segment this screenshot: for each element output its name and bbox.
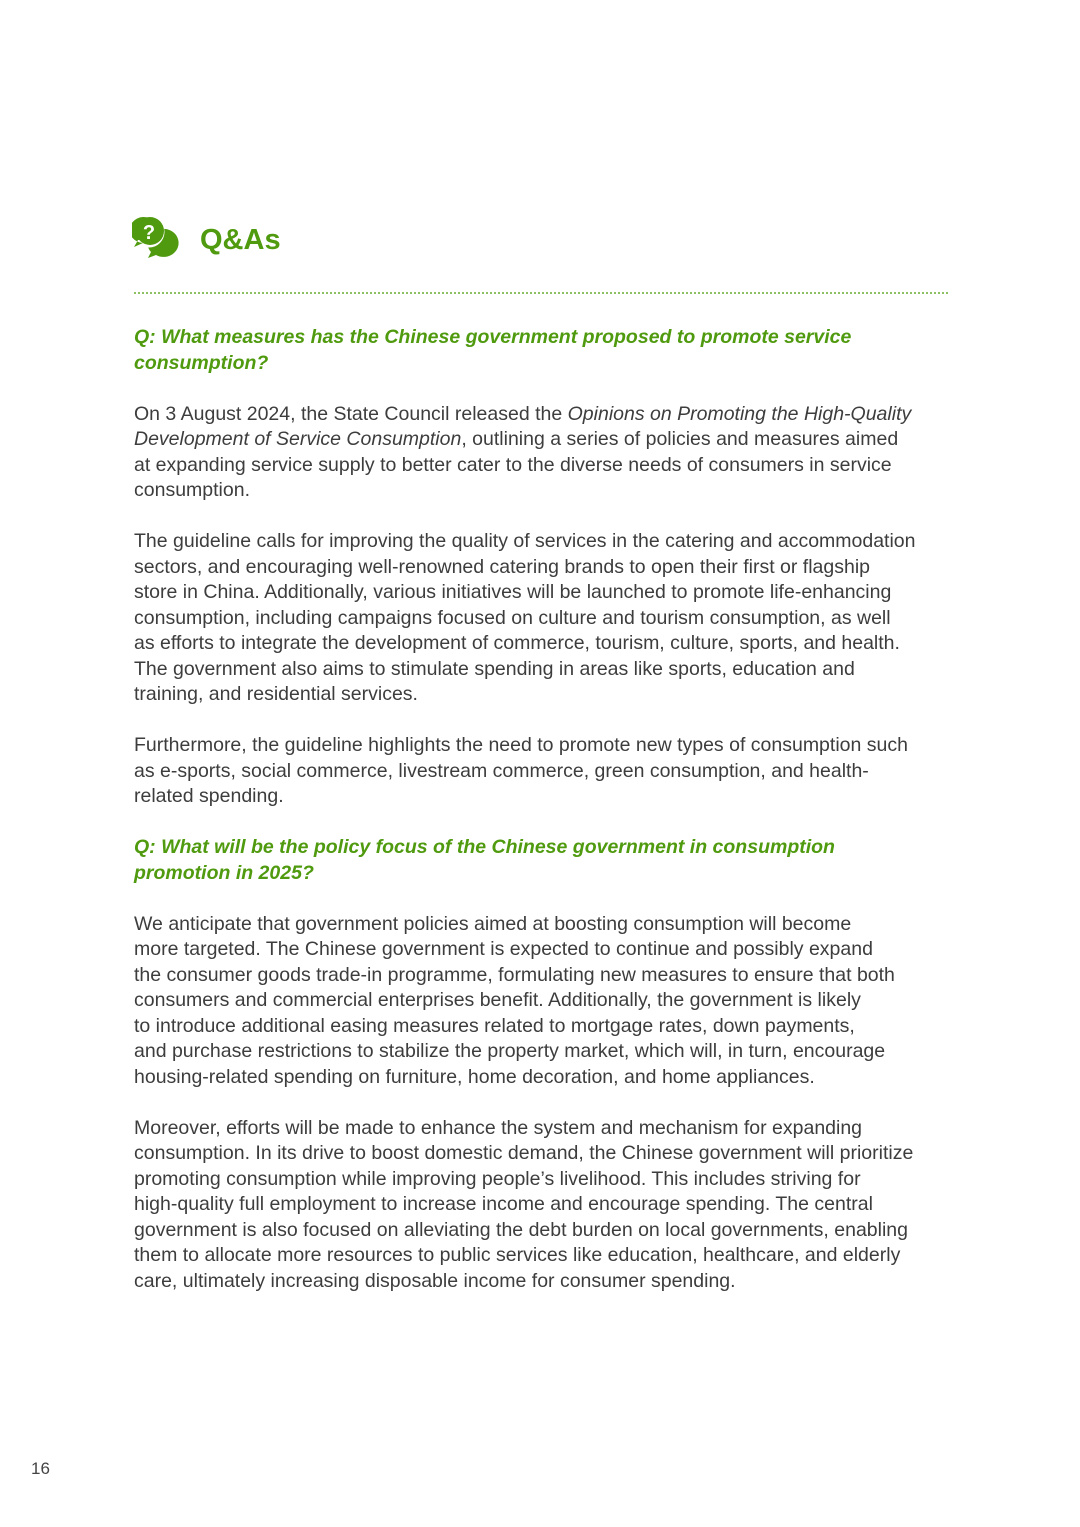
page-title: Q&As [200, 223, 281, 256]
text-line: Q: What will be the policy focus of the Chinese government in consumption [134, 836, 835, 858]
text-line [134, 402, 964, 428]
text-line: at expanding service supply to better cater to the diverse needs of consumers in service [134, 453, 892, 476]
question-heading [134, 325, 964, 376]
svg-text:?: ? [142, 222, 156, 244]
text-line: care, ultimately increasing disposable income for consumer spending. [134, 1269, 736, 1292]
text-line: housing-related spending on furniture, home decoration, and home appliances. [134, 1065, 815, 1088]
text-line: sectors, and encouraging well-renowned catering brands to open their first or flagship [134, 555, 871, 578]
text-line: Q: What measures has the Chinese government proposed to promote service [134, 326, 852, 348]
text-line: training, and residential services. [134, 683, 418, 705]
text-line: consumption, including campaigns focused on culture and tourism consumption, as well [134, 606, 891, 629]
page-number: 16 [31, 1459, 50, 1478]
answer-paragraph [134, 1116, 964, 1295]
text-line: more targeted. The Chinese government is expected to continue and possibly expand [134, 938, 873, 960]
section-header [132, 215, 281, 259]
answer-paragraph [134, 529, 964, 708]
text-line: consumers and commercial enterprises benefit. Additionally, the government is likely [134, 989, 861, 1011]
question-heading [134, 835, 964, 886]
text-segment: , outlining a series of policies and measures aimed [461, 428, 899, 450]
text-line: store in China. Additionally, various initiatives will be launched to promote life-enhancing [134, 581, 892, 603]
text-line: to introduce additional easing measures related to mortgage rates, down payments, [134, 1014, 855, 1037]
answer-paragraph [134, 912, 964, 1091]
text-line: consumption. [134, 479, 250, 501]
text-line: government is also focused on alleviating the debt burden on local governments, enabling [134, 1218, 909, 1241]
answer-paragraph [134, 733, 964, 810]
text-line [134, 427, 964, 453]
text-line: as e-sports, social commerce, livestream commerce, green consumption, and health- [134, 759, 869, 782]
publication-title: Development of Service Consumption [134, 428, 462, 450]
text-line: The guideline calls for improving the quality of services in the catering and accommodation [134, 530, 916, 552]
answer-paragraph [134, 402, 964, 504]
text-line: the consumer goods trade-in programme, formulating new measures to ensure that both [134, 963, 895, 986]
text-line: consumption? [134, 351, 269, 374]
text-line: Moreover, efforts will be made to enhance the system and mechanism for expanding [134, 1116, 863, 1139]
qa-content [134, 325, 964, 1320]
text-line: as efforts to integrate the development of commerce, tourism, culture, sports, and health. [134, 632, 900, 654]
dotted-divider [134, 292, 948, 294]
text-line: consumption. In its drive to boost domestic demand, the Chinese government will prioritize [134, 1142, 914, 1164]
text-line: related spending. [134, 785, 284, 807]
text-line: Furthermore, the guideline highlights the need to promote new types of consumption such [134, 734, 908, 756]
text-line: and purchase restrictions to stabilize the property market, which will, in turn, encourage [134, 1040, 886, 1062]
text-line: them to allocate more resources to public services like education, healthcare, and elderly [134, 1244, 901, 1266]
text-line: The government also aims to stimulate spending in areas like sports, education and [134, 657, 855, 680]
text-line: promotion in 2025? [134, 861, 314, 884]
text-segment: On 3 August 2024, the State Council released the [134, 402, 568, 425]
publication-title: Opinions on Promoting the High-Quality [567, 402, 912, 425]
qa-speech-bubbles-icon [132, 215, 180, 259]
text-line: We anticipate that government policies aimed at boosting consumption will become [134, 912, 852, 935]
text-line: high-quality full employment to increase income and encourage spending. The central [134, 1193, 873, 1215]
text-line: promoting consumption while improving people’s livelihood. This includes striving for [134, 1167, 861, 1190]
